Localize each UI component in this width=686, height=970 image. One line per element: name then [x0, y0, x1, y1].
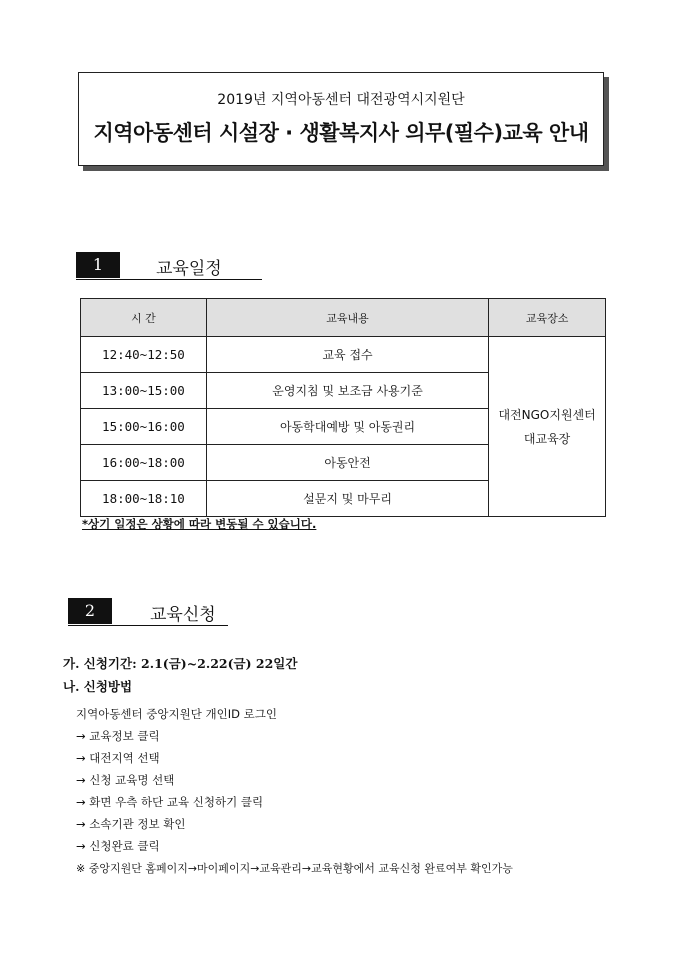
- method-step: → 신청 교육명 선택: [76, 773, 175, 787]
- schedule-note: *상기 일정은 상황에 따라 변동될 수 있습니다.: [82, 517, 317, 531]
- method-step: 지역아동센터 중앙지원단 개인ID 로그인: [76, 707, 277, 721]
- row-time: 15:00~16:00: [81, 409, 207, 445]
- table-row: [81, 337, 606, 373]
- header-place: 교육장소: [489, 299, 606, 337]
- row-content: 설문지 및 마무리: [206, 481, 488, 517]
- method-step: → 소속기관 정보 확인: [76, 817, 186, 831]
- section-1-underline: [76, 279, 262, 280]
- method-step: → 화면 우측 하단 교육 신청하기 클릭: [76, 795, 264, 809]
- row-content: 아동안전: [206, 445, 488, 481]
- method-step: → 신청완료 클릭: [76, 839, 160, 853]
- section-1-number: 1: [76, 252, 120, 278]
- row-content: 교육 접수: [206, 337, 488, 373]
- row-time: 13:00~15:00: [81, 373, 207, 409]
- application-method-title: 나. 신청방법: [63, 679, 133, 694]
- method-step: → 교육정보 클릭: [76, 729, 160, 743]
- section-1-title: 교육일정: [156, 259, 222, 279]
- table-header-row: [81, 299, 606, 337]
- header-time: 시 간: [81, 299, 207, 337]
- section-1-header: [76, 252, 262, 280]
- section-2-underline: [68, 625, 228, 626]
- method-step: → 대전지역 선택: [76, 751, 160, 765]
- application-period: 가. 신청기간: 2.1(금)~2.22(금) 22일간: [63, 656, 298, 671]
- row-content: 운영지침 및 보조금 사용기준: [206, 373, 488, 409]
- place-line-2: 대교육장: [523, 431, 571, 446]
- section-2-number: 2: [68, 598, 112, 624]
- document-title: 지역아동센터 시설장 · 생활복지사 의무(필수)교육 안내: [93, 121, 589, 145]
- row-time: 16:00~18:00: [81, 445, 207, 481]
- row-content: 아동학대예방 및 아동권리: [206, 409, 488, 445]
- place-line-1: 대전NGO지원센터: [498, 407, 596, 422]
- section-2-header: [68, 598, 228, 626]
- header-content: 교육내용: [206, 299, 488, 337]
- section-2-title: 교육신청: [150, 605, 216, 625]
- schedule-table: [80, 298, 606, 517]
- row-time: 18:00~18:10: [81, 481, 207, 517]
- place-cell: [489, 337, 606, 517]
- document-subtitle: 2019년 지역아동센터 대전광역시지원단: [217, 92, 465, 108]
- title-box: [78, 72, 604, 166]
- method-note: ※ 중앙지원단 홈페이지→마이페이지→교육관리→교육현황에서 교육신청 완료여부 확인가능: [76, 862, 513, 875]
- row-time: 12:40~12:50: [81, 337, 207, 373]
